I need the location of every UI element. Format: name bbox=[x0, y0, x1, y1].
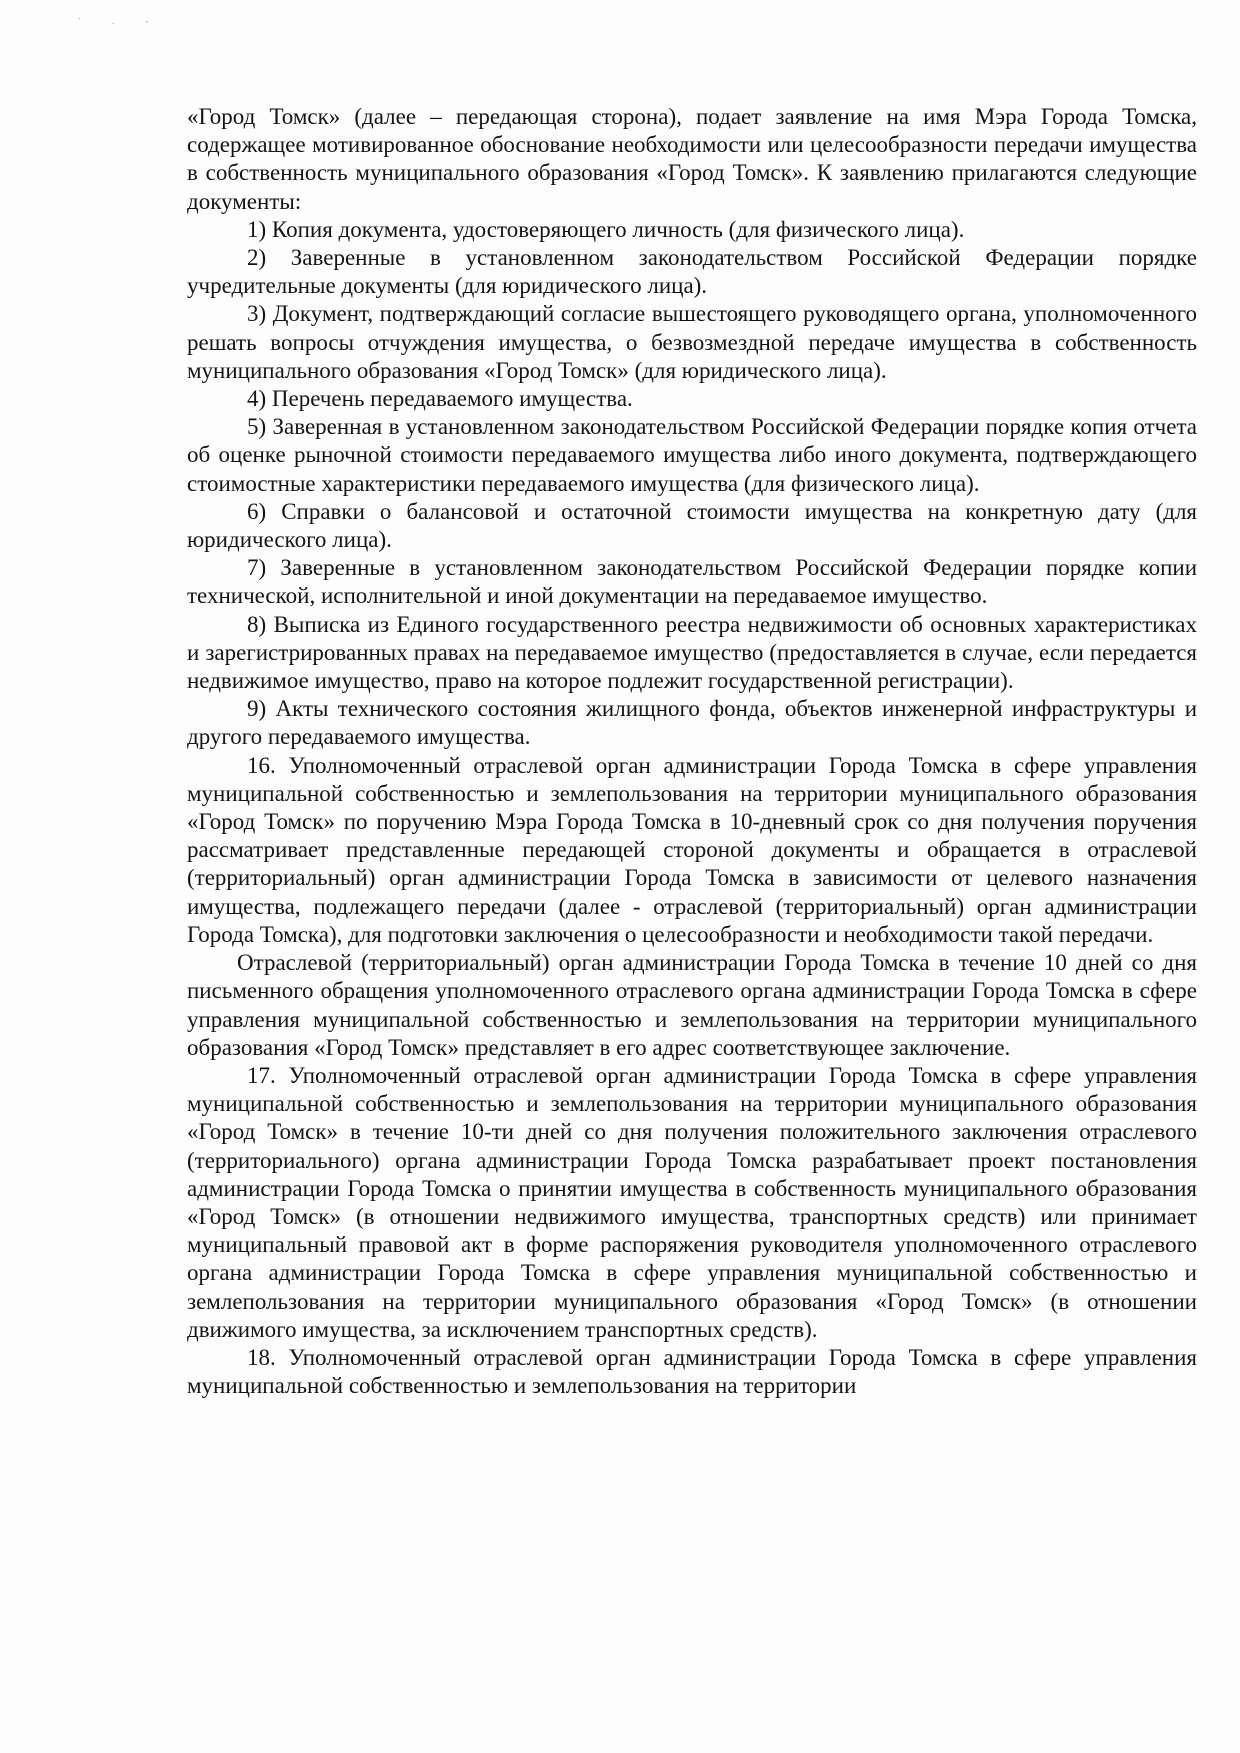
list-item-1: 1) Копия документа, удостоверяющего личность (для физического лица). bbox=[247, 216, 965, 242]
list-item-2: 2) Заверенные в установленном законодательством Российской Федерации порядке учредительные документы (для юридического лица). bbox=[187, 245, 1197, 299]
list-item-4: 4) Перечень передаваемого имущества. bbox=[247, 386, 633, 412]
list-item-8: 8) Выписка из Единого государственного реестра недвижимости об основных характеристиках и зарегистрированных правах на передаваемое имущество (предоставляется в случае, если передается недвижимое имущество, право на которое подлежит государственной регистрации). bbox=[187, 611, 1197, 694]
scan-artifact: ॱ . - bbox=[78, 17, 163, 27]
document-body bbox=[187, 103, 1197, 1400]
clause-16: 16. Уполномоченный отраслевой орган администрации Города Томска в сфере управления муниципальной собственностью и землепользования на территории муниципального образования «Город Томск» по поручению Мэра Города Томска в 10-дневный срок со дня получения поручения рассматривает представленные передающей стороной документы и обращается в отраслевой (территориальный) орган администрации Города Томска в зависимости от целевого назначения имущества, подлежащего передачи (далее - отраслевой (территориальный) орган администрации Города Томска), для подготовки заключения о целесообразности и необходимости такой передачи. bbox=[187, 752, 1197, 947]
list-item-5: 5) Заверенная в установленном законодательством Российской Федерации порядке копия отчета об оценке рыночной стоимости передаваемого имущества либо иного документа, подтверждающего стоимостные характеристики передаваемого имущества (для физического лица). bbox=[187, 414, 1197, 496]
list-item-6: 6) Справки о балансовой и остаточной стоимости имущества на конкретную дату (для юридического лица). bbox=[187, 498, 1197, 553]
list-item-9: 9) Акты технического состояния жилищного фонда, объектов инженерной инфраструктуры и другого передаваемого имущества. bbox=[187, 696, 1197, 750]
list-item-7: 7) Заверенные в установленном законодательством Российской Федерации порядке копии технической, исполнительной и иной документации на передаваемое имущество. bbox=[187, 555, 1197, 609]
list-item-3: 3) Документ, подтверждающий согласие вышестоящего руководящего органа, уполномоченного решать вопросы отчуждения имущества, о безвозмездной передаче имущества в собственность муниципального образования «Город Томск» (для юридического лица). bbox=[187, 301, 1197, 383]
clause-17: 17. Уполномоченный отраслевой орган администрации Города Томска в сфере управления муниципальной собственностью и землепользования на территории муниципального образования «Город Томск» в течение 10-ти дней со дня получения положительного заключения отраслевого (территориального) органа администрации Города Томска разрабатывает проект постановления администрации Города Томска о принятии имущества в собственность муниципального образования «Город Томск» (в отношении недвижимого имущества, транспортных средств) или принимает муниципальный правовой акт в форме распоряжения руководителя уполномоченного отраслевого органа администрации Города Томска в сфере управления муниципальной собственностью и землепользования на территории муниципального образования «Город Томск» (в отношении движимого имущества, за исключением транспортных средств). bbox=[187, 1062, 1197, 1342]
clause-18: 18. Уполномоченный отраслевой орган администрации Города Томска в сфере управления муниципальной собственностью и землепользования на территории bbox=[187, 1344, 1197, 1399]
clause-16-continuation: Отраслевой (территориальный) орган администрации Города Томска в течение 10 дней со дня письменного обращения уполномоченного отраслевого органа администрации Города Томска в сфере управления муниципальной собственностью и землепользования на территории муниципального образования «Город Томск» представляет в его адрес соответствующее заключение. bbox=[187, 950, 1197, 1060]
paragraph-intro: «Город Томск» (далее – передающая сторона), подает заявление на имя Мэра Города Томска, содержащее мотивированное обоснование необходимости или целесообразности передачи имущества в собственность муниципального образования «Город Томск». К заявлению прилагаются следующие документы: bbox=[187, 104, 1197, 214]
